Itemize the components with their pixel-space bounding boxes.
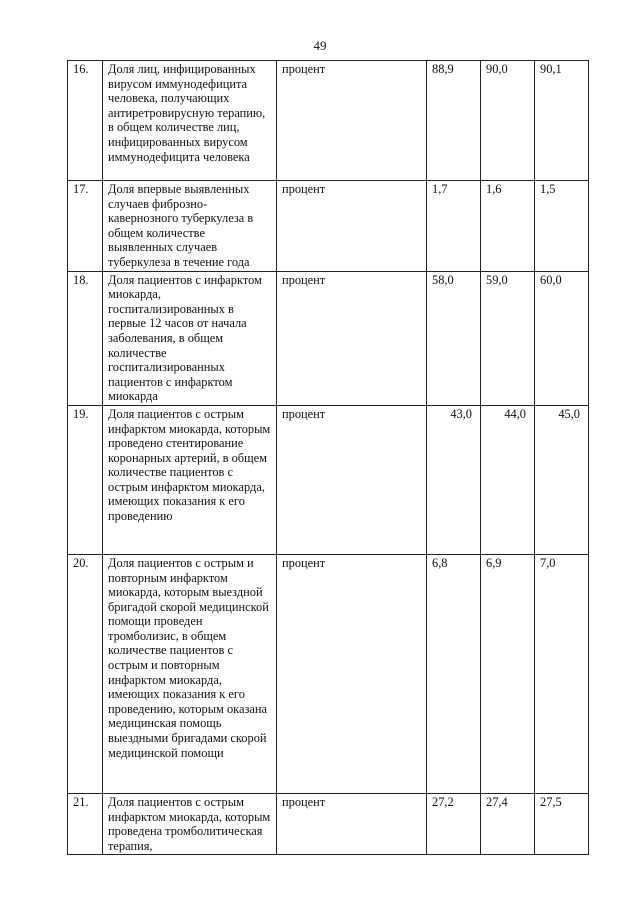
row-number: 18. [68, 271, 103, 405]
value-cell: 59,0 [481, 271, 535, 405]
value-cell: 27,5 [535, 793, 589, 854]
value-cell: 27,2 [427, 793, 481, 854]
indicator-name: Доля пациентов с острым и повторным инфарктом миокарда, которым выездной бригадой скорой медицинской помощи проведен тромболизис, в общем количестве пациентов с острым и повторным инфарктом миокарда, имеющих показания к его проведению, которым оказана медицинская помощь выездными бригадами скорой медицинской помощи [103, 554, 277, 793]
unit-cell: процент [277, 271, 427, 405]
indicator-name: Доля пациентов с инфарктом миокарда, госпитализированных в первые 12 часов от начала заболевания, в общем количестве госпитализированных пациентов с инфарктом миокарда [103, 271, 277, 405]
value-cell: 1,7 [427, 181, 481, 272]
unit-cell: процент [277, 405, 427, 554]
value-cell: 1,6 [481, 181, 535, 272]
row-number: 19. [68, 405, 103, 554]
unit-cell: процент [277, 793, 427, 854]
row-number: 17. [68, 181, 103, 272]
indicator-name: Доля впервые выявленных случаев фиброзно-кавернозного туберкулеза в общем количестве выявленных случаев туберкулеза в течение года [103, 181, 277, 272]
table-row [68, 405, 589, 554]
table-row [68, 181, 589, 272]
indicator-name: Доля пациентов с острым инфарктом миокарда, которым проведена тромболитическая терапия, [103, 793, 277, 854]
value-cell: 90,1 [535, 61, 589, 181]
value-cell: 58,0 [427, 271, 481, 405]
value-cell: 88,9 [427, 61, 481, 181]
value-cell: 44,0 [481, 405, 535, 554]
value-cell: 6,9 [481, 554, 535, 793]
table-row [68, 271, 589, 405]
row-number: 21. [68, 793, 103, 854]
value-cell: 7,0 [535, 554, 589, 793]
value-cell: 45,0 [535, 405, 589, 554]
value-cell: 6,8 [427, 554, 481, 793]
value-cell: 43,0 [427, 405, 481, 554]
value-cell: 27,4 [481, 793, 535, 854]
indicator-name: Доля лиц, инфицированных вирусом иммунодефицита человека, получающих антиретровирусную терапию, в общем количестве лиц, инфицированных вирусом иммунодефицита человека [103, 61, 277, 181]
indicator-name: Доля пациентов с острым инфарктом миокарда, которым проведено стентирование коронарных артерий, в общем количестве пациентов с острым инфарктом миокарда, имеющих показания к его проведению [103, 405, 277, 554]
table-row [68, 554, 589, 793]
table-row [68, 61, 589, 181]
value-cell: 90,0 [481, 61, 535, 181]
unit-cell: процент [277, 181, 427, 272]
table-row [68, 793, 589, 854]
row-number: 20. [68, 554, 103, 793]
value-cell: 1,5 [535, 181, 589, 272]
page-number: 49 [313, 38, 327, 53]
indicators-table [67, 60, 589, 855]
value-cell: 60,0 [535, 271, 589, 405]
row-number: 16. [68, 61, 103, 181]
unit-cell: процент [277, 554, 427, 793]
unit-cell: процент [277, 61, 427, 181]
